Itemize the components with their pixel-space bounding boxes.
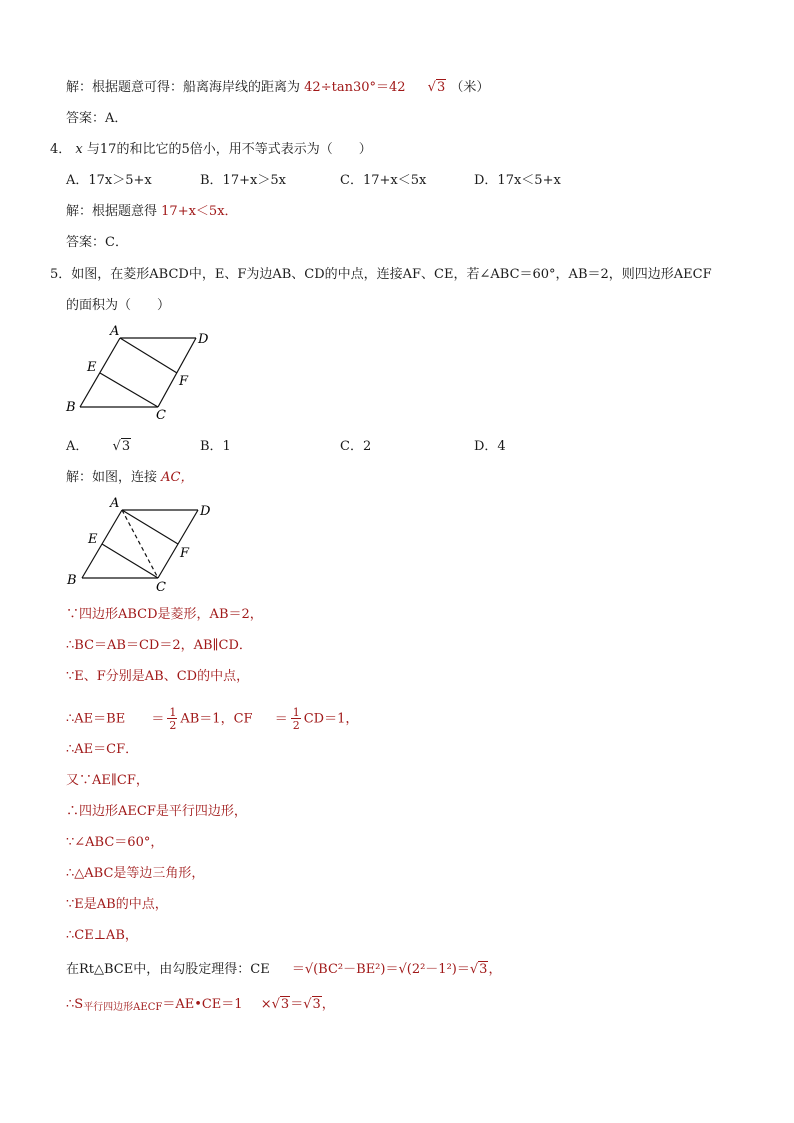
diagonal-ac <box>122 510 158 578</box>
segment-ec <box>100 373 158 407</box>
q4-option-c: C．17+x＜5x <box>340 173 427 188</box>
step-pythagoras-prefix: 在Rt△BCE中，由勾股定理得：CE <box>66 962 270 977</box>
step-midpoints: ∵E、F分别是AB、CD的中点， <box>66 669 250 684</box>
label-e: E <box>87 360 97 375</box>
sqrt-3: √3 <box>271 997 290 1012</box>
edge-ba <box>80 338 120 407</box>
solution-q4 <box>66 203 238 221</box>
solution-q5-ac: AC， <box>161 470 194 485</box>
step-pythagoras <box>66 961 501 979</box>
question-text: 与17的和比它的5倍小，用不等式表示为（ ） <box>86 142 372 157</box>
q5-option-d: D．4 <box>474 439 506 454</box>
solution-q4-prefix: 解：根据题意得 <box>66 204 158 219</box>
question-number: 4． <box>50 142 72 157</box>
label-c: C <box>156 580 166 595</box>
step-angle: ∵∠ABC＝60°， <box>66 835 164 850</box>
area-subscript: 平行四边形AECF <box>83 1002 163 1013</box>
fraction-half: 1 2 <box>169 706 177 732</box>
equals-sign: ＝ <box>290 997 304 1012</box>
rhombus-figure <box>62 322 222 426</box>
q4-option-a: A．17x＞5+x <box>66 173 152 188</box>
question-4 <box>50 141 372 159</box>
area-symbol: ∴S <box>66 997 84 1012</box>
label-d: D <box>200 504 211 519</box>
label-f: F <box>179 374 189 389</box>
step-perpendicular: ∴CE⊥AB， <box>66 928 138 943</box>
q4-option-b: B．17+x＞5x <box>200 173 286 188</box>
question-5-line1: 5．如图，在菱形ABCD中，E、F为边AB、CD的中点，连接AF、CE，若∠ABC＝60°，AB＝2，则四边形AECF <box>50 267 712 282</box>
step-half-lengths <box>66 706 359 732</box>
step-parallelogram: ∴四边形AECF是平行四边形， <box>66 804 247 819</box>
label-a: A <box>110 496 120 511</box>
label-c: C <box>156 408 166 423</box>
segment-af <box>122 510 178 544</box>
q5-option-c: C．2 <box>340 439 372 454</box>
label-a: A <box>110 324 120 339</box>
segment-af <box>120 338 177 373</box>
q4-option-d: D．17x＜5+x <box>474 173 561 188</box>
label-b: B <box>67 573 77 588</box>
sqrt-3: √3 <box>469 962 488 977</box>
step-pythagoras-expression: ＝√(BC²－BE²)＝√(2²－1²)＝ <box>291 962 470 977</box>
step-equilateral: ∴△ABC是等边三角形， <box>66 866 205 881</box>
question-5-line2: 的面积为（ ） <box>66 298 171 313</box>
step-ab-cf: AB＝1，CF <box>180 711 253 727</box>
variable-x: x <box>75 142 83 157</box>
sqrt-3: √3 <box>427 80 446 95</box>
solution-q3-expression: 42÷tan30°＝42 <box>304 80 406 95</box>
solution-q4-expression: 17+x＜5x． <box>161 204 238 219</box>
rhombus-figure-with-diagonal <box>62 492 222 596</box>
step-area <box>66 996 335 1017</box>
times-sign: × <box>260 997 272 1012</box>
step-ae-be: ∴AE＝BE <box>66 711 126 727</box>
fraction-half: 1 2 <box>292 706 300 732</box>
area-expression: ＝AE•CE＝1 <box>162 997 243 1012</box>
solution-q5-prefix: 解：如图，连接 <box>66 470 158 485</box>
step-parallel: 又∵AE∥CF， <box>66 773 149 788</box>
label-b: B <box>66 400 76 415</box>
label-f: F <box>180 546 190 561</box>
step-ae-eq-cf: ∴AE＝CF． <box>66 742 139 757</box>
sqrt-3: √3 <box>112 439 131 454</box>
step-cd: CD＝1， <box>303 711 359 727</box>
label-e: E <box>88 532 98 547</box>
equals-sign: ＝ <box>151 711 165 727</box>
solution-q5-intro <box>66 469 194 487</box>
solution-q3 <box>66 79 489 97</box>
answer-q3: 答案：A． <box>66 111 128 126</box>
equals-sign: ＝ <box>274 711 288 727</box>
step-rhombus: ∵四边形ABCD是菱形，AB＝2， <box>66 607 263 622</box>
step-midpoint-e: ∵E是AB的中点， <box>66 897 168 912</box>
comma: ， <box>488 962 502 977</box>
step-equal-sides: ∴BC＝AB＝CD＝2，AB∥CD． <box>66 638 252 653</box>
sqrt-3: √3 <box>303 997 321 1012</box>
q5-option-a-label: A． <box>66 439 89 454</box>
q5-option-a <box>66 438 131 456</box>
q5-option-b: B．1 <box>200 439 231 454</box>
solution-q3-prefix: 解：根据题意可得：船离海岸线的距离为 <box>66 80 301 95</box>
answer-q4: 答案：C． <box>66 235 128 250</box>
comma: ， <box>321 997 335 1012</box>
unit-label: （米） <box>450 80 490 95</box>
label-d: D <box>198 332 209 347</box>
